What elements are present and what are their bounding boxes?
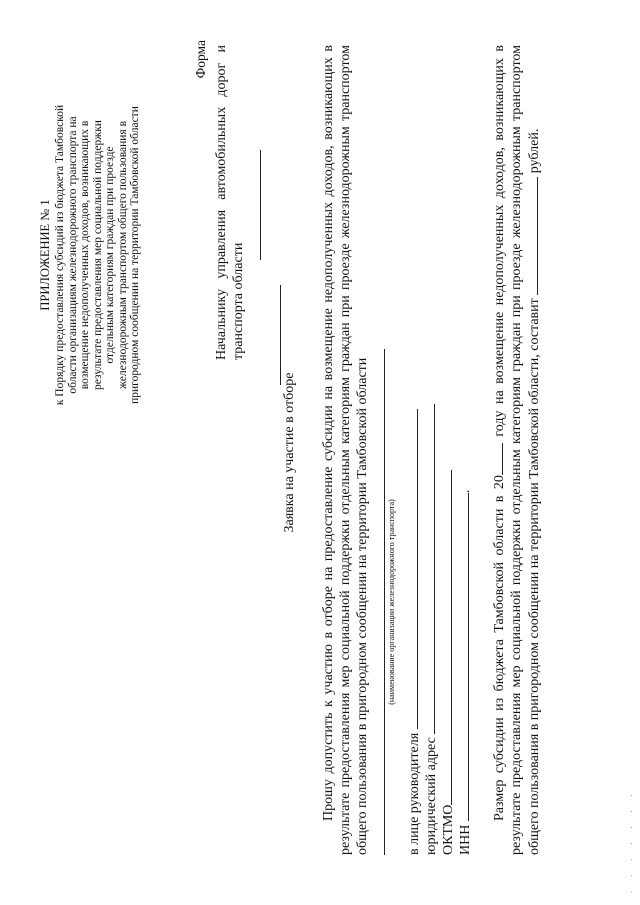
request-text: Прошу допустить к участию в отборе на предоставление субсидии на возмещение недополученных доходов, возникающих в результате предоставления мер социальной поддержки отдельным категориям граждан при проезде железнодорожным транспортом общего пользования в пригородном сообщении на территории Тамбовской области bbox=[321, 45, 370, 855]
appendix-line: железнодорожным транспортом общего пользования в bbox=[116, 121, 129, 389]
appendix-title: ПРИЛОЖЕНИЕ № 1 bbox=[38, 199, 52, 311]
year-input-line[interactable] bbox=[490, 443, 503, 475]
scan-margin-marks: · · · · · · · bbox=[628, 788, 636, 893]
size-text-end: рублей. bbox=[527, 128, 542, 174]
appendix-line: к Порядку предоставления субсидий из бюджета Тамбовской bbox=[54, 104, 66, 406]
head-label: в лице руководителя bbox=[407, 732, 422, 855]
oktmo-label: ОКТМО bbox=[441, 804, 456, 855]
oktmo-input-line[interactable] bbox=[439, 470, 452, 805]
appendix-line: отдельным категориям граждан при проезде bbox=[104, 146, 116, 364]
amount-input-line[interactable] bbox=[525, 177, 538, 295]
head-field bbox=[405, 409, 423, 855]
inn-label: ИНН bbox=[458, 824, 473, 855]
organization-name-caption: (наименование организации железнодорожного транспорта) bbox=[387, 499, 396, 705]
form-label: Форма bbox=[193, 40, 208, 79]
appendix-line: пригородном сообщении на территории Тамбовской области bbox=[129, 106, 141, 404]
appendix-line: области организациям железнодорожного транспорта на bbox=[66, 116, 79, 394]
size-text-start: Размер субсидии из бюджета Тамбовской области в 20 bbox=[492, 475, 507, 821]
appendix-header bbox=[38, 35, 142, 475]
request-paragraph bbox=[320, 45, 371, 855]
inn-field bbox=[456, 490, 474, 855]
addressee: Начальнику управления автомобильных дорог и транспорта области bbox=[214, 45, 246, 360]
address-label: юридический адрес bbox=[424, 737, 439, 855]
inn-input-line[interactable] bbox=[456, 493, 469, 821]
document-heading: Заявка на участие в отборе bbox=[282, 372, 297, 533]
addressee-signature-line bbox=[260, 150, 261, 260]
address-input-line[interactable] bbox=[422, 404, 435, 734]
subsidy-size-paragraph bbox=[490, 45, 543, 855]
organization-name-field[interactable] bbox=[384, 349, 385, 855]
size-text-middle: году на возмещение недополученных доходов, возникающих в результате предоставления мер социальной поддержки отдельным категориям граждан при проезде железнодорожным транспортом общего пользования в пригородном сообщении на территории Тамбовской области, составит bbox=[492, 44, 542, 855]
appendix-line: возмещение недополученных доходов, возникающих в bbox=[79, 120, 91, 390]
appendix-line: результате предоставления мер социальной поддержки bbox=[91, 120, 104, 390]
oktmo-field bbox=[439, 470, 457, 855]
addressee-name-line bbox=[280, 285, 281, 385]
address-field bbox=[422, 404, 440, 855]
inn-end: . bbox=[458, 489, 473, 494]
head-input-line[interactable] bbox=[405, 409, 418, 729]
